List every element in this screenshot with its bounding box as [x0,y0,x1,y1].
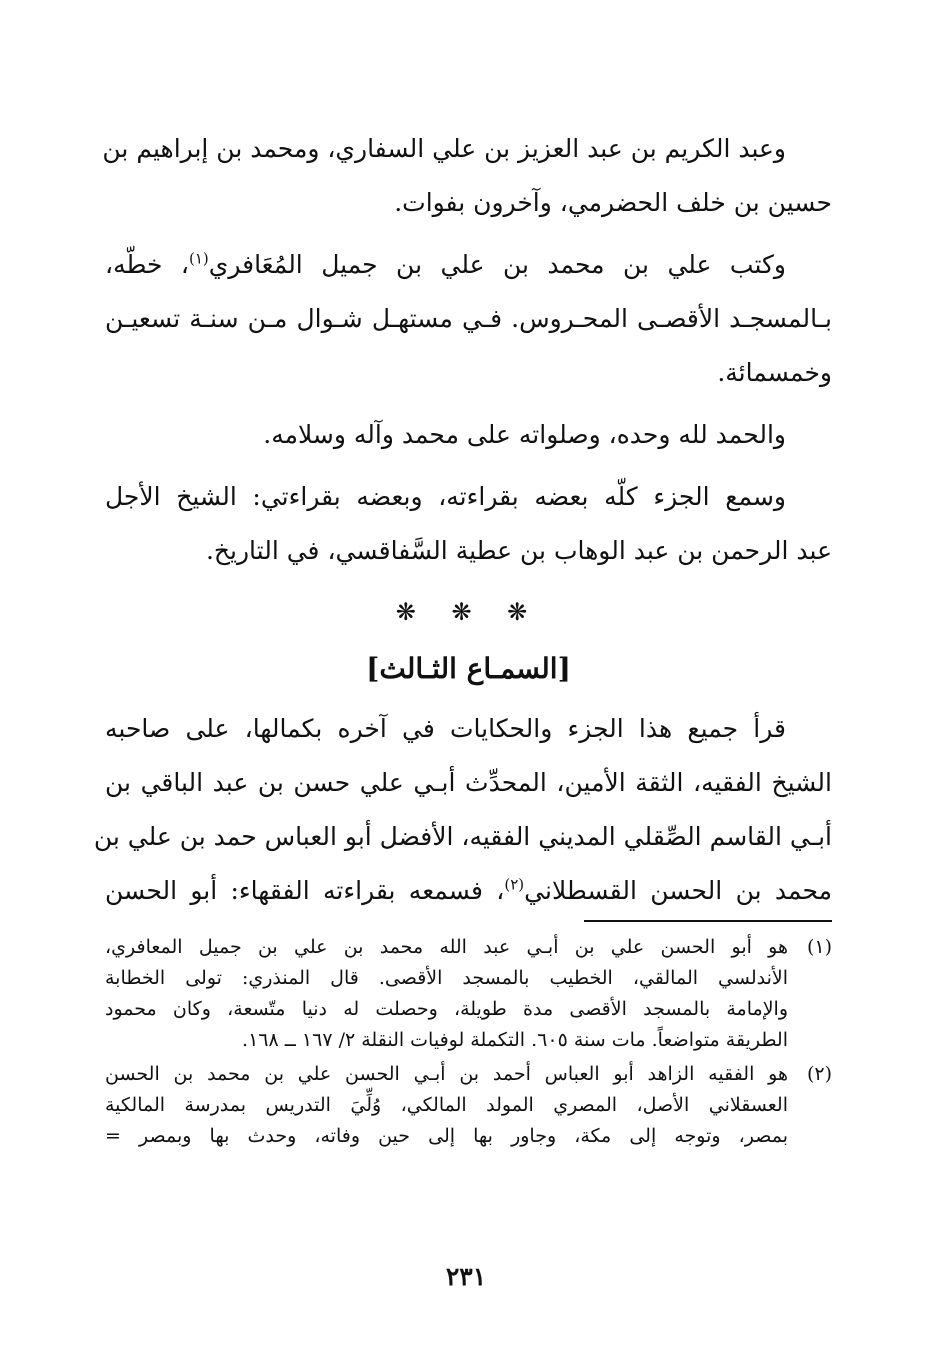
paragraph-3 [105,408,832,462]
text-line [105,238,832,292]
footnote-text [105,932,788,1056]
footnote-line: هو أبو الحسن علي بن أبـي عبد الله محمد بن علي بن جميل المعافري، [105,936,788,958]
paragraph-1 [102,122,832,230]
text-run: ، فسمعه بقراءته الفقهاء: أبو الحسن [105,876,505,905]
footnote-marker-2[interactable]: (٢) [504,875,525,894]
footnote-line: والإمامة بالمسجد الأقصى مدة طويلة، وحصلت له دنيا متّسعة، وكان محمود [105,998,788,1020]
footnote-line: الأندلسي المالقي، الخطيب بالمسجد الأقصى. قال المنذري: تولى الخطابة [105,967,788,989]
text-line: قرأ جميع هذا الجزء والحكايات في آخره بكمالها، على صاحبه [105,714,786,743]
text-run: وكتب علي بن محمد بن علي بن جميل المُعَافري [208,250,786,279]
footnote-line: بمصر، وتوجه إلى مكة، وجاور بها إلى حين وفاته، وحدث بها وبمصر = [105,1125,788,1147]
text-line: وعبد الكريم بن عبد العزيز بن علي السفاري، ومحمد بن إبراهيم بن [102,134,786,163]
section-heading: [السمـاع الثـالث] [366,652,571,685]
text-line [105,864,832,918]
footnote-line: الطريقة متواضعاً. مات سنة ٦٠٥. التكملة لوفيات النقلة ٢/ ١٦٧ ــ ١٦٨. [242,1029,788,1051]
main-text [93,122,832,918]
text-line: بـالمسجـد الأقصـى المحـروس. فـي مستهـل شـوال مـن سنـة تسعيـن [105,304,832,333]
text-line: وسمع الجزء كلّه بعضه بقراءته، وبعضه بقراءتي: الشيخ الأجل [105,482,786,511]
footnote-1 [105,932,832,1056]
paragraph-4 [105,470,832,578]
footnote-number: (٢) [806,1063,832,1085]
footnote-line: هو الفقيه الزاهد أبو العباس أحمد بن أبـي الحسن علي بن محمد بن الحسن [105,1063,788,1085]
footnote-text [105,1059,788,1152]
text-run: ، خطّه، [105,250,189,279]
paragraph-2 [105,238,832,400]
section-separator: ❋ ❋ ❋ [395,598,542,626]
text-line: عبد الرحمن بن عبد الوهاب بن عطية السَّفاقسي، في التاريخ. [205,536,832,565]
footnote-number: (١) [806,936,832,958]
text-line: الشيخ الفقيه، الثقة الأمين، المحدِّث أبـي علي حسن بن عبد الباقي بن [105,768,832,797]
section-paragraph [93,702,832,918]
text-line: والحمد لله وحده، وصلواته على محمد وآله وسلامه. [263,420,786,449]
footnote-divider [584,920,832,922]
footnotes [105,932,832,1155]
text-line: وخمسمائة. [717,358,832,387]
footnote-line: العسقلاني الأصل، المصري المولد المالكي، وُلِّيَ التدريس بمدرسة المالكية [105,1094,788,1116]
footnote-2 [105,1059,832,1152]
text-line: حسين بن خلف الحضرمي، وآخرون بفوات. [394,188,832,217]
text-line: أبـي القاسم الصِّقلي المديني الفقيه، الأفضل أبو العباس حمد بن علي بن [93,822,832,851]
footnote-marker-1[interactable]: (١) [188,249,209,268]
text-run: محمد بن الحسن القسطلاني [524,876,832,905]
page-number: ٢٣١ [445,1262,487,1291]
